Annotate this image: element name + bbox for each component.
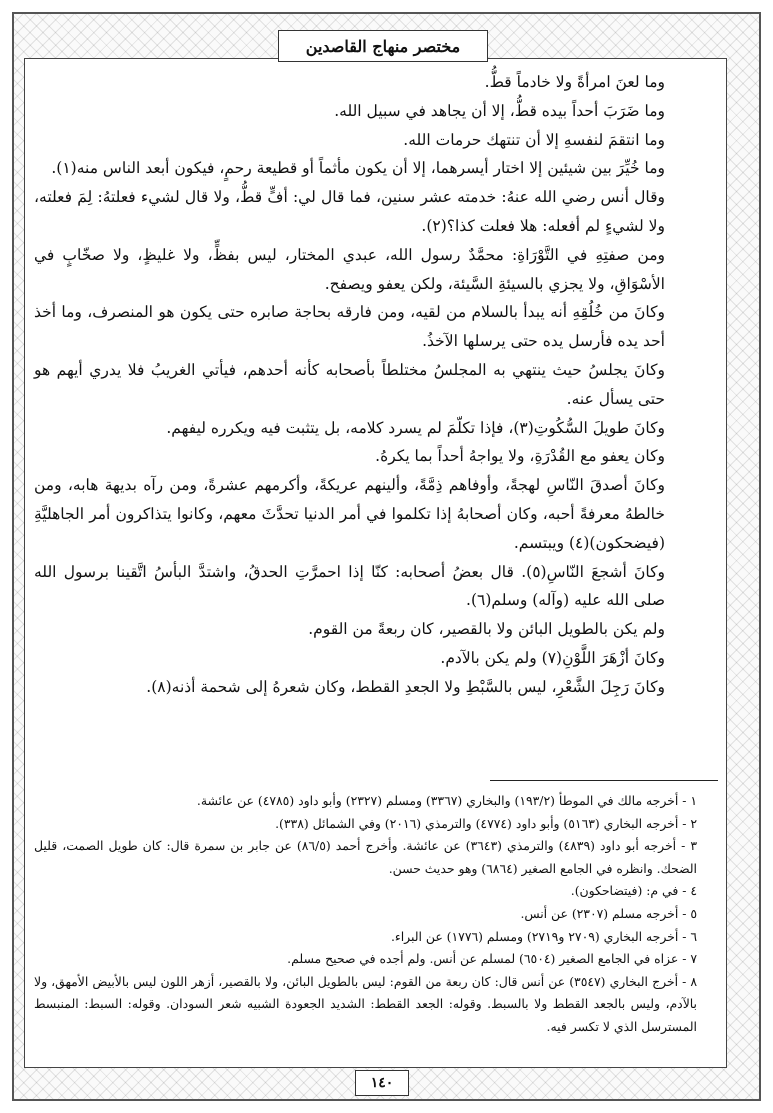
footnote: ٧ - عزاه في الجامع الصغير (٦٥٠٤) لمسلم عن أنس. ولم أجده في صحيح مسلم. [287,951,697,967]
paragraph: وما لعنَ امرأةً ولا خادماً قطُّ. [484,73,665,91]
book-title: مختصر منهاج القاصدين [305,36,461,56]
footnotes [34,790,717,1039]
page-number-box [355,1070,409,1096]
paragraph: وكانَ رَجِلَ الشَّعْرِ، ليس بالسَّبْطِ ولا الجعدِ القطط، وكان شعرهُ إلى شحمة أذنه(٨). [146,677,665,696]
paragraph: وكانَ أصدقَ النّاسِ لهجةً، وأوفاهم ذِمَّةً، وألينهم عريكةً، وأكرمهم عشرةً، ومن رآه بديهة هابه، ومن خالطهُ معرفةً أحبه، وكان أصحابهُ إذا تكلموا في أمر الدنيا تحدَّثَ معهم، وكانوا يتذاكرون أمر الجاهليَّةِ (فيضحكون)(٤) ويبتسم. [34,476,665,552]
paragraph: وما خُيِّرَ بين شيئين إلا اختار أيسرهما، إلا أن يكون مأثماً أو قطيعة رحمٍ، فيكون أبعد الناس منه(١). [51,159,665,178]
footnote: ٣ - أخرجه أبو داود (٤٨٣٩) والترمذي (٣٦٤٣) عن عائشة. وأخرج أحمد (٨٦/٥) عن جابر بن سمرة قال: كان طويل الصمت، قليل الضحك. وانظره في الجامع الصغير (٦٨٦٤) وهو حديث حسن. [34,838,698,876]
footnote: ٥ - أخرجه مسلم (٢٣٠٧) عن أنس. [520,905,697,921]
paragraph: وكانَ أزْهَرَ اللَّوْنِ(٧) ولم يكن بالآدم. [440,648,665,667]
page-number: ١٤٠ [370,1075,394,1091]
paragraph: وما انتقمَ لنفسهِ إلا أن تنتهك حرمات الله. [403,130,665,149]
running-header [278,30,488,62]
footnote: ٦ - أخرجه البخاري (٢٧٠٩ و٢٧١٩) ومسلم (١٧٧٦) عن البراء. [390,928,697,944]
paragraph: ولم يكن بالطويل البائن ولا بالقصير، كان ربعةً من القوم. [308,620,665,639]
paragraph: ومن صفتِهِ في التَّوْرَاةِ: محمَّدٌ رسول الله، عبدي المختار، ليس بفظٍّ، ولا غليظٍ، ولا صخّابٍ في الأسْوَاقِ، ولا يجزي بالسيئةِ السَّيئة، ولكن يعفو ويصفح. [34,245,665,293]
main-text [34,68,717,702]
paragraph: وكان يعفو مع القُدْرَةِ، ولا يواجهُ أحداً بما يكرهُ. [375,447,665,466]
footnote: ٤ - في م: (فيتضاحكون). [570,883,697,899]
paragraph: وكانَ من خُلُقِهِ أنه يبدأ بالسلام من لقيه، ومن فارقه بحاجة صابره حتى يكون هو المنصرف، وما أخذ أحد يده فأرسل يده حتى يرسلها الآخذُ. [34,303,665,351]
paragraph: وما ضَرَبَ أحداً بيده قطُّ، إلا أن يجاهد في سبيل الله. [334,101,665,120]
paragraph: وقال أنس رضي الله عنهُ: خدمته عشر سنين، فما قال لي: أفٍّ قطُّ، ولا قال لشيء فعلتهُ: لِمَ فعلته، ولا لشيءٍ لم أفعله: هلا فعلت كذا؟(٢). [34,188,665,235]
footnote: ١ - أخرجه مالك في الموطأ (١٩٣/٢) والبخاري (٣٣٦٧) ومسلم (٢٣٢٧) وأبو داود (٤٧٨٥) عن عائشة. [196,793,697,808]
paragraph: وكانَ طويلَ السُّكُوتِ(٣)، فإذا تكلّمَ لم يسرد كلامه، بل يتثبت فيه ويكرره ليفهم. [166,418,665,437]
footnote: ٨ - أخرج البخاري (٣٥٤٧) عن أنس قال: كان ربعة من القوم: ليس بالطويل البائن، ولا بالقصير، أزهر اللون ليس بالأبيض الأمهق، ولا بالآدم، وليس بالجعد القطط ولا بالسبط. وقوله: الجعد القطط: الشديد الجعودة الشبيه شعر السودان. وقوله: السبط: المنبسط المسترسل الذي لا تكسر فيه. [34,973,698,1034]
footnote-separator [490,780,718,781]
footnote: ٢ - أخرجه البخاري (٥١٦٣) وأبو داود (٤٧٧٤) والترمذي (٢٠١٦) وفي الشمائل (٣٣٨). [275,815,697,831]
paragraph: وكانَ أشجعَ النّاسِ(٥). قال بعضُ أصحابه: كنّا إذا احمرَّتِ الحدقُ، واشتدَّ البأسُ اتَّقينا برسول الله صلى الله عليه (وآله) وسلم(٦). [34,562,666,610]
paragraph: وكانَ يجلسُ حيث ينتهي به المجلسُ مختلطاً بأصحابه كأنه أحدهم، فيأتي الغريبُ فلا يدري أيهم هو حتى يسأل عنه. [34,360,665,408]
